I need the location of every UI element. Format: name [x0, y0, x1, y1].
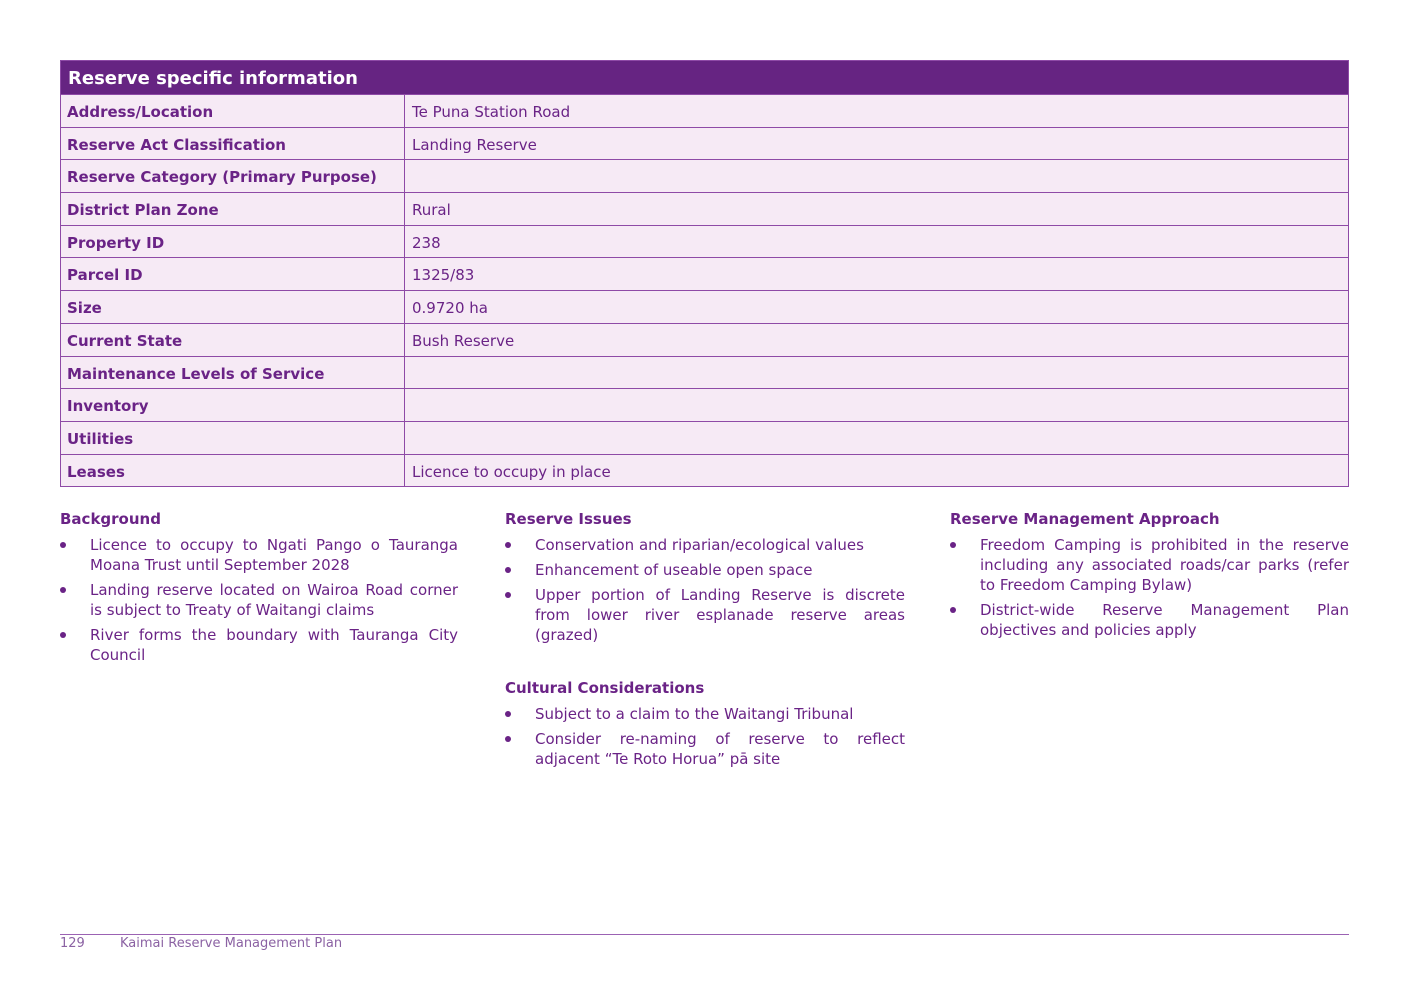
bullet-icon — [505, 736, 511, 742]
list-item — [505, 560, 905, 580]
issues-column — [505, 508, 905, 774]
table-row — [61, 454, 1348, 487]
table-row — [61, 290, 1348, 323]
row-label: Inventory — [61, 389, 405, 421]
list-item — [950, 600, 1349, 640]
row-value: 0.9720 ha — [412, 299, 488, 318]
bullet-icon — [60, 632, 66, 638]
list-item-text: Upper portion of Landing Reserve is discrete from lower river esplanade reserve areas (grazed) — [535, 586, 905, 644]
table-row — [61, 94, 1348, 127]
list-item-text: Subject to a claim to the Waitangi Tribunal — [535, 705, 854, 723]
bullet-icon — [505, 567, 511, 573]
cultural-section — [505, 677, 905, 769]
table-row — [61, 192, 1348, 225]
background-column — [60, 508, 458, 670]
list-item-text: Freedom Camping is prohibited in the reserve including any associated roads/car parks (refer to Freedom Camping Bylaw) — [980, 536, 1349, 594]
bullet-icon — [505, 592, 511, 598]
page-number: 129 — [60, 936, 85, 951]
table-row — [61, 225, 1348, 258]
row-label: Utilities — [61, 422, 405, 454]
row-label: Leases — [61, 455, 405, 487]
row-label: Property ID — [61, 226, 405, 258]
reserve-issues-heading: Reserve Issues — [505, 510, 632, 528]
list-item — [505, 729, 905, 769]
row-value — [405, 160, 1348, 192]
list-item-text: District-wide Reserve Management Plan objectives and policies apply — [980, 601, 1349, 639]
list-item — [60, 580, 458, 620]
row-value — [405, 422, 1348, 454]
footer-divider — [60, 934, 1349, 935]
row-value: Licence to occupy in place — [412, 462, 611, 481]
table-row — [61, 159, 1348, 192]
cultural-list — [505, 704, 905, 769]
management-heading: Reserve Management Approach — [950, 510, 1220, 528]
list-item — [505, 704, 905, 724]
table-row — [61, 127, 1348, 160]
list-item-text: Landing reserve located on Wairoa Road corner is subject to Treaty of Waitangi claims — [90, 581, 458, 619]
table-row — [61, 421, 1348, 454]
reserve-issues-list — [505, 535, 905, 645]
list-item-text: Consider re-naming of reserve to reflect adjacent “Te Roto Horua” pā site — [535, 730, 905, 768]
list-item — [505, 585, 905, 645]
list-item — [950, 535, 1349, 595]
row-value: Rural — [412, 201, 451, 220]
row-label: Size — [61, 291, 405, 323]
bullet-icon — [60, 587, 66, 593]
background-list — [60, 535, 458, 665]
row-label: Current State — [61, 324, 405, 356]
row-label: Maintenance Levels of Service — [61, 357, 405, 389]
background-heading: Background — [60, 510, 161, 528]
row-value: Te Puna Station Road — [412, 103, 571, 121]
table-row — [61, 388, 1348, 421]
row-value: 1325/83 — [412, 266, 475, 285]
list-item — [505, 535, 905, 555]
row-value — [405, 389, 1348, 421]
cultural-heading: Cultural Considerations — [505, 679, 705, 697]
row-label: Reserve Category (Primary Purpose) — [61, 160, 405, 192]
document-title: Kaimai Reserve Management Plan — [120, 936, 343, 951]
row-value: Bush Reserve — [412, 331, 515, 350]
list-item-text: Licence to occupy to Ngati Pango o Tauranga Moana Trust until September 2028 — [90, 536, 458, 574]
table-row — [61, 257, 1348, 290]
row-label: Parcel ID — [61, 258, 405, 290]
list-item-text: Enhancement of useable open space — [535, 561, 813, 579]
bullet-icon — [950, 542, 956, 548]
list-item-text: River forms the boundary with Tauranga City Council — [90, 626, 458, 664]
list-item — [60, 625, 458, 665]
bullet-icon — [60, 542, 66, 548]
management-column — [950, 508, 1349, 645]
table-title: Reserve specific information — [61, 61, 1348, 94]
row-value: Landing Reserve — [412, 135, 537, 154]
bullet-icon — [950, 607, 956, 613]
table-row — [61, 356, 1348, 389]
list-item-text: Conservation and riparian/ecological values — [535, 536, 864, 554]
row-label: Reserve Act Classification — [61, 128, 405, 160]
row-value — [405, 357, 1348, 389]
reserve-info-table — [60, 60, 1349, 487]
row-label: Address/Location — [61, 95, 405, 127]
row-value: 238 — [412, 233, 441, 252]
bullet-icon — [505, 542, 511, 548]
bullet-icon — [505, 711, 511, 717]
management-list — [950, 535, 1349, 640]
table-row — [61, 323, 1348, 356]
list-item — [60, 535, 458, 575]
row-label: District Plan Zone — [61, 193, 405, 225]
